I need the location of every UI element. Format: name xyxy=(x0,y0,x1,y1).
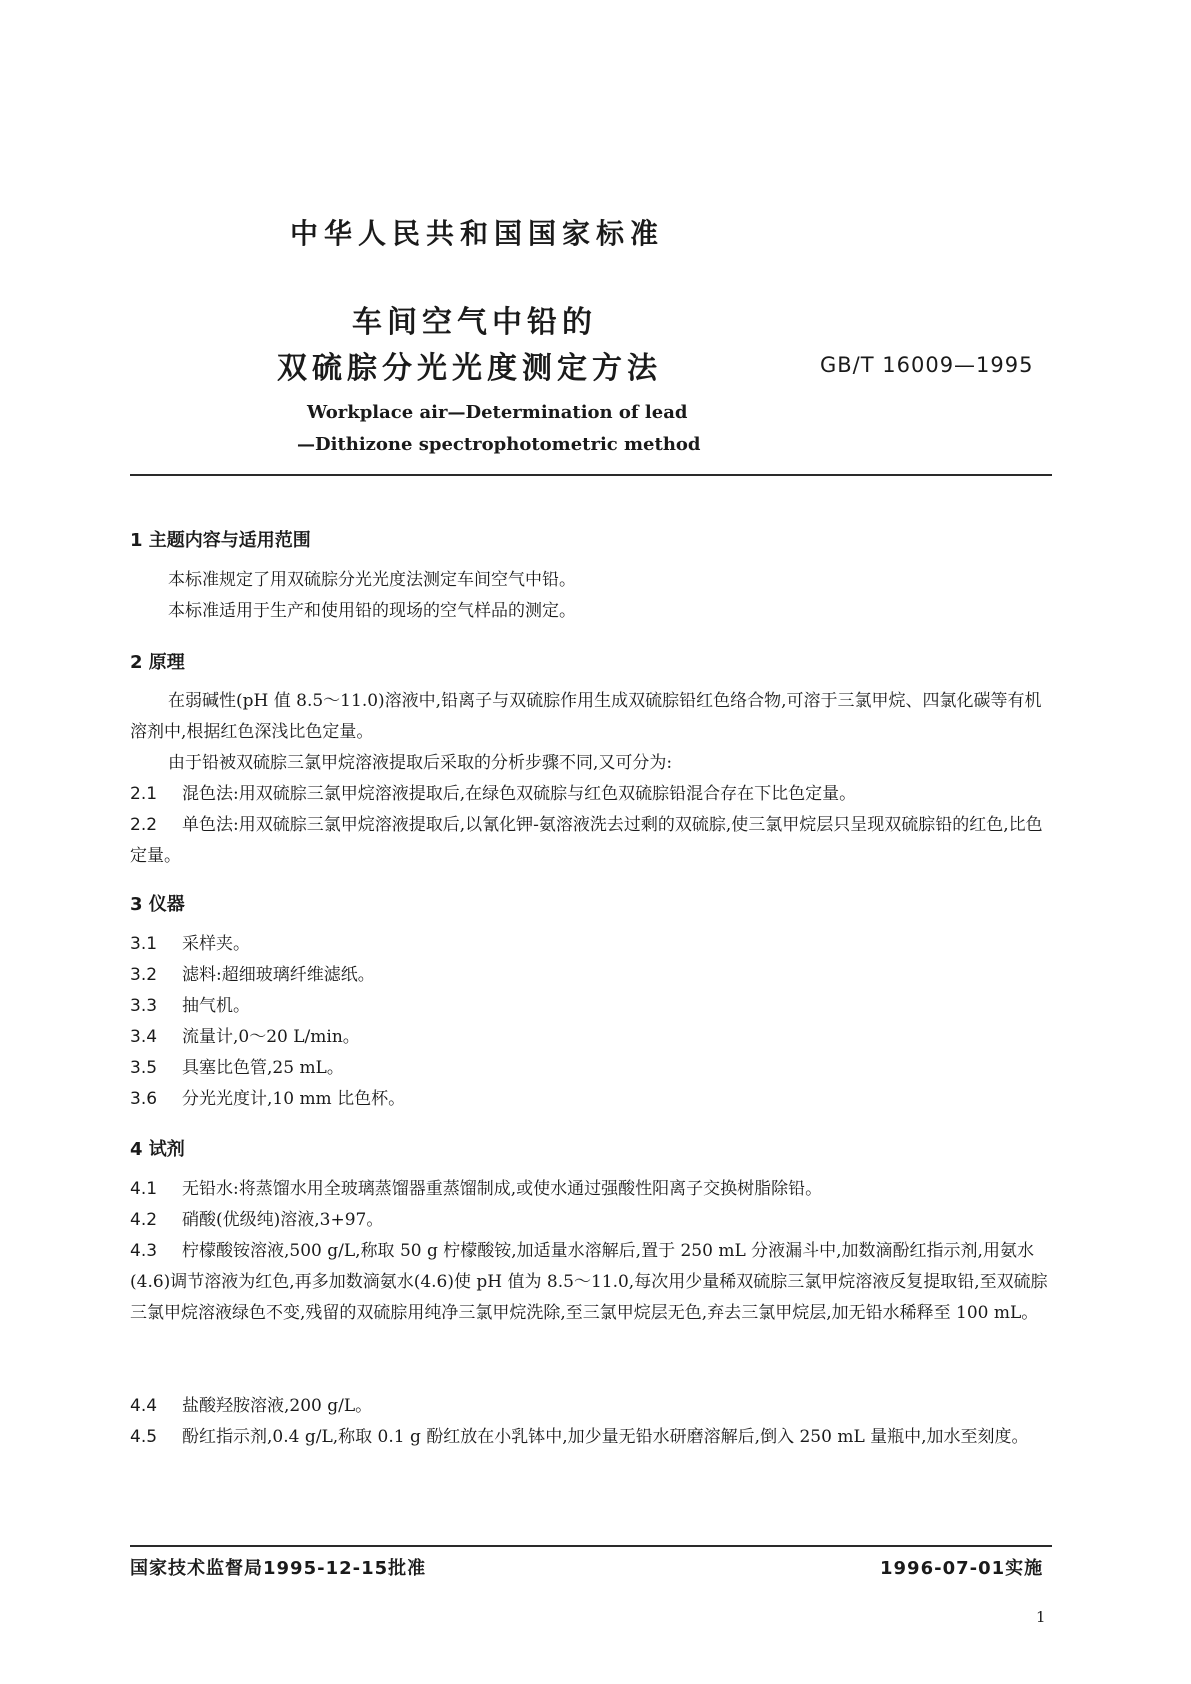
item-number: 3.5 xyxy=(130,1058,158,1078)
item-number: 2.2 xyxy=(130,815,158,835)
section-1-heading: 1 主题内容与适用范围 xyxy=(130,530,311,551)
item-text: 分光光度计,10 mm 比色杯。 xyxy=(182,1089,406,1109)
item-number: 3.1 xyxy=(130,934,158,954)
standard-code: GB/T 16009—1995 xyxy=(820,353,1034,377)
national-standard-heading: 中华人民共和国国家标准 xyxy=(290,217,665,250)
item-number: 3.2 xyxy=(130,965,158,985)
item-text: 混色法:用双硫腙三氯甲烷溶液提取后,在绿色双硫腙与红色双硫腙铅混合存在下比色定量。 xyxy=(182,784,857,804)
section-3-item-4 xyxy=(130,1022,1052,1053)
item-number: 2.1 xyxy=(130,784,158,804)
item-text: 盐酸羟胺溶液,200 g/L。 xyxy=(182,1396,373,1416)
item-number: 3.4 xyxy=(130,1027,158,1047)
header-divider xyxy=(130,474,1052,476)
page-number: 1 xyxy=(1036,1608,1046,1626)
item-number: 4.5 xyxy=(130,1427,158,1447)
item-text: 单色法:用双硫腙三氯甲烷溶液提取后,以氰化钾-氨溶液洗去过剩的双硫腙,使三氯甲烷层只呈现双硫腙铅的红色,比色定量。 xyxy=(130,815,1043,866)
english-title-line-1: Workplace air—Determination of lead xyxy=(307,402,688,423)
item-number: 4.4 xyxy=(130,1396,158,1416)
item-text: 抽气机。 xyxy=(182,996,250,1016)
item-text: 具塞比色管,25 mL。 xyxy=(182,1058,344,1078)
section-4-item-2 xyxy=(130,1205,1052,1236)
item-text: 采样夹。 xyxy=(182,934,250,954)
item-text: 硝酸(优级纯)溶液,3+97。 xyxy=(182,1210,384,1230)
section-2-para-2: 由于铅被双硫腙三氯甲烷溶液提取后采取的分析步骤不同,又可分为: xyxy=(168,753,673,773)
section-1-para-1: 本标准规定了用双硫腙分光光度法测定车间空气中铅。 xyxy=(168,570,576,590)
section-4-item-5 xyxy=(130,1422,1052,1453)
item-number: 4.3 xyxy=(130,1241,158,1261)
item-text: 无铅水:将蒸馏水用全玻璃蒸馏器重蒸馏制成,或使水通过强酸性阳离子交换树脂除铅。 xyxy=(182,1179,823,1199)
section-4-item-4 xyxy=(130,1391,1052,1422)
section-4-heading: 4 试剂 xyxy=(130,1139,185,1160)
section-2-item-2 xyxy=(130,810,1052,872)
section-4-item-1 xyxy=(130,1174,1052,1205)
section-3-item-6 xyxy=(130,1084,1052,1115)
item-number: 4.2 xyxy=(130,1210,158,1230)
section-2-item-1 xyxy=(130,779,1052,810)
section-4-item-3 xyxy=(130,1236,1052,1329)
item-number: 3.3 xyxy=(130,996,158,1016)
title-line-2: 双硫腙分光光度测定方法 xyxy=(277,351,662,386)
section-3-item-3 xyxy=(130,991,1052,1022)
effective-date: 1996-07-01实施 xyxy=(880,1558,1044,1579)
section-1-para-2: 本标准适用于生产和使用铅的现场的空气样品的测定。 xyxy=(168,601,576,621)
section-2-heading: 2 原理 xyxy=(130,652,185,673)
item-text: 流量计,0～20 L/min。 xyxy=(182,1027,360,1047)
section-3-item-2 xyxy=(130,960,1052,991)
footer-divider xyxy=(130,1545,1052,1547)
item-text: 滤料:超细玻璃纤维滤纸。 xyxy=(182,965,375,985)
approval-date: 国家技术监督局1995-12-15批准 xyxy=(130,1558,427,1579)
title-line-1: 车间空气中铅的 xyxy=(352,305,597,340)
section-3-item-5 xyxy=(130,1053,1052,1084)
item-text: 酚红指示剂,0.4 g/L,称取 0.1 g 酚红放在小乳钵中,加少量无铅水研磨溶解后,倒入 250 mL 量瓶中,加水至刻度。 xyxy=(182,1427,1029,1447)
item-text: 柠檬酸铵溶液,500 g/L,称取 50 g 柠檬酸铵,加适量水溶解后,置于 250 mL 分液漏斗中,加数滴酚红指示剂,用氨水(4.6)调节溶液为红色,再多加数滴氨水(4.6)使 pH 值为 8.5～11.0,每次用少量稀双硫腙三氯甲烷溶液反复提取铅,至双硫腙三氯甲烷溶液绿色不变,残留的双硫腙用纯净三氯甲烷洗除,至三氯甲烷层无色,弃去三氯甲烷层,加无铅水稀释至 100 mL。 xyxy=(130,1241,1048,1323)
section-3-heading: 3 仪器 xyxy=(130,894,185,915)
item-number: 3.6 xyxy=(130,1089,158,1109)
item-number: 4.1 xyxy=(130,1179,158,1199)
english-title-line-2: —Dithizone spectrophotometric method xyxy=(297,434,701,455)
section-3-item-1 xyxy=(130,929,1052,960)
section-2-para-1: 在弱碱性(pH 值 8.5～11.0)溶液中,铅离子与双硫腙作用生成双硫腙铅红色络合物,可溶于三氯甲烷、四氯化碳等有机溶剂中,根据红色深浅比色定量。 xyxy=(130,691,1042,742)
